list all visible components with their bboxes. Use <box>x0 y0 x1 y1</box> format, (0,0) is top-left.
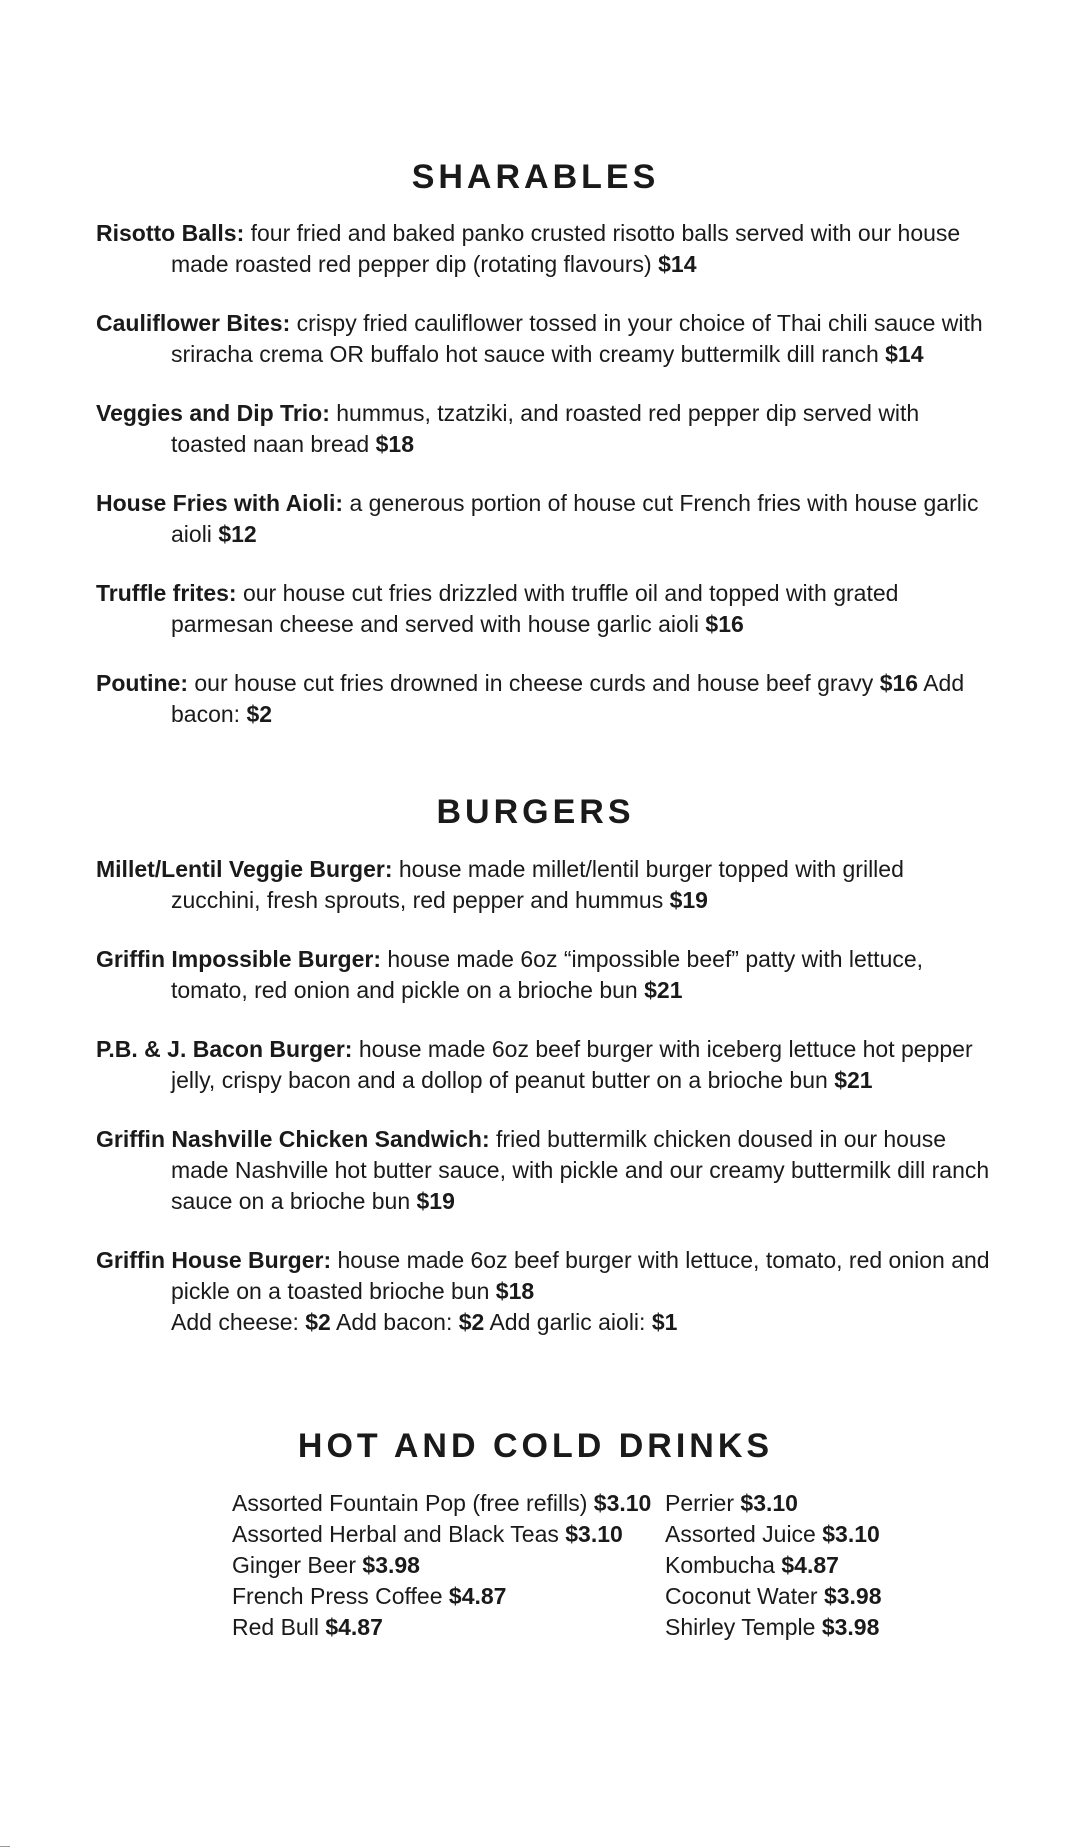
menu-item-poutine <box>96 668 996 730</box>
item-description: fried buttermilk chicken doused in our house made Nashville hot butter sauce, with pickle and our creamy buttermilk dill ranch sauce on a brioche bun <box>171 1126 990 1214</box>
item-description: four fried and baked panko crusted risotto balls served with our house made roasted red pepper dip (rotating flavours) <box>171 220 961 277</box>
item-description: our house cut fries drizzled with truffle oil and topped with grated parmesan cheese and served with house garlic aioli <box>171 580 899 637</box>
drink-name: Ginger Beer <box>232 1552 363 1578</box>
drink-item <box>232 1550 652 1581</box>
burgers-list <box>96 854 996 1366</box>
item-name: Truffle frites: <box>96 580 237 606</box>
drink-price: $3.98 <box>821 1614 880 1640</box>
crop-mark <box>0 1846 10 1847</box>
drinks-right-column <box>665 1488 1071 1643</box>
drink-item <box>665 1581 1071 1612</box>
item-name: Griffin Impossible Burger: <box>96 946 381 972</box>
drinks-left-column <box>232 1488 652 1643</box>
extra-aioli-price: $1 <box>651 1309 678 1335</box>
drink-price: $3.10 <box>593 1490 652 1516</box>
item-name: Griffin Nashville Chicken Sandwich: <box>96 1126 490 1152</box>
drink-price: $4.87 <box>325 1614 383 1640</box>
menu-item-pbj-bacon-burger <box>96 1034 996 1096</box>
drink-name: Perrier <box>665 1490 741 1516</box>
drink-item <box>665 1612 1071 1643</box>
drinks-heading: HOT AND COLD DRINKS <box>297 1427 774 1465</box>
drink-price: $3.98 <box>823 1583 882 1609</box>
drink-item <box>665 1519 1071 1550</box>
drink-price: $3.10 <box>822 1521 880 1547</box>
house-burger-extras <box>171 1307 996 1338</box>
addon-price: $2 <box>246 701 273 727</box>
sharables-heading: SHARABLES <box>411 158 660 196</box>
item-name: Millet/Lentil Veggie Burger: <box>96 856 393 882</box>
item-name: Poutine: <box>96 670 188 696</box>
item-name: House Fries with Aioli: <box>96 490 344 516</box>
extra-cheese-price: $2 <box>305 1309 331 1335</box>
drink-price: $3.98 <box>362 1552 420 1578</box>
drink-name: Kombucha <box>665 1552 782 1578</box>
item-description: house made 6oz beef burger with lettuce, tomato, red onion and pickle on a toasted brioche bun <box>171 1247 990 1304</box>
drink-price: $4.87 <box>781 1552 839 1578</box>
drink-name: French Press Coffee <box>232 1583 449 1609</box>
item-description: house made 6oz “impossible beef” patty with lettuce, tomato, red onion and pickle on a brioche bun <box>171 946 924 1003</box>
item-description: house made millet/lentil burger topped with grilled zucchini, fresh sprouts, red pepper and hummus <box>171 856 904 913</box>
item-description: house made 6oz beef burger with iceberg lettuce hot pepper jelly, crispy bacon and a dollop of peanut butter on a brioche bun <box>171 1036 973 1093</box>
drink-price: $4.87 <box>448 1583 507 1609</box>
menu-item-impossible-burger <box>96 944 996 1006</box>
drink-price: $3.10 <box>565 1521 623 1547</box>
menu-item-truffle-frites <box>96 578 996 640</box>
menu-item-cauliflower-bites <box>96 308 996 370</box>
drink-name: Assorted Juice <box>665 1521 823 1547</box>
addon-label: Add bacon: <box>171 670 965 727</box>
menu-item-house-burger <box>96 1245 996 1338</box>
burgers-heading: BURGERS <box>436 793 635 831</box>
drink-item <box>665 1488 1071 1519</box>
drink-item <box>232 1519 652 1550</box>
item-price: $19 <box>669 887 708 913</box>
drink-price: $3.10 <box>740 1490 798 1516</box>
item-description: hummus, tzatziki, and roasted red pepper dip served with toasted naan bread <box>171 400 920 457</box>
drink-name: Shirley Temple <box>665 1614 822 1640</box>
menu-item-risotto-balls <box>96 218 996 280</box>
menu-item-veggies-dip-trio <box>96 398 996 460</box>
item-name: Cauliflower Bites: <box>96 310 291 336</box>
item-price: $16 <box>879 670 919 696</box>
menu-item-house-fries <box>96 488 996 550</box>
item-price: $18 <box>495 1278 535 1304</box>
drink-item <box>232 1488 652 1519</box>
item-name: Risotto Balls: <box>96 220 245 246</box>
menu-item-nashville-chicken <box>96 1124 996 1217</box>
item-price: $14 <box>658 251 697 277</box>
item-description: a generous portion of house cut French fries with house garlic aioli <box>171 490 979 547</box>
menu-item-veggie-burger <box>96 854 996 916</box>
drink-item <box>232 1581 652 1612</box>
drink-name: Red Bull <box>232 1614 326 1640</box>
item-description: our house cut fries drowned in cheese curds and house beef gravy <box>188 670 880 696</box>
item-price: $18 <box>375 431 414 457</box>
item-price: $14 <box>885 341 924 367</box>
drink-item <box>665 1550 1071 1581</box>
item-name: P.B. & J. Bacon Burger: <box>96 1036 353 1062</box>
item-price: $21 <box>644 977 683 1003</box>
extra-bacon-label: Add bacon: <box>330 1309 459 1335</box>
extra-aioli-label: Add garlic aioli: <box>484 1309 652 1335</box>
item-name: Veggies and Dip Trio: <box>96 400 330 426</box>
sharables-list <box>96 218 996 758</box>
extra-bacon-price: $2 <box>458 1309 485 1335</box>
item-price: $21 <box>834 1067 873 1093</box>
item-name: Griffin House Burger: <box>96 1247 332 1273</box>
item-price: $12 <box>218 521 257 547</box>
extra-cheese-label: Add cheese: <box>171 1309 306 1335</box>
drink-item <box>232 1612 652 1643</box>
drink-name: Coconut Water <box>665 1583 824 1609</box>
drink-name: Assorted Herbal and Black Teas <box>232 1521 566 1547</box>
item-price: $16 <box>705 611 744 637</box>
drink-name: Assorted Fountain Pop (free refills) <box>232 1490 594 1516</box>
item-description: crispy fried cauliflower tossed in your choice of Thai chili sauce with sriracha crema OR buffalo hot sauce with creamy buttermilk dill ranch <box>171 310 983 367</box>
item-price: $19 <box>416 1188 455 1214</box>
